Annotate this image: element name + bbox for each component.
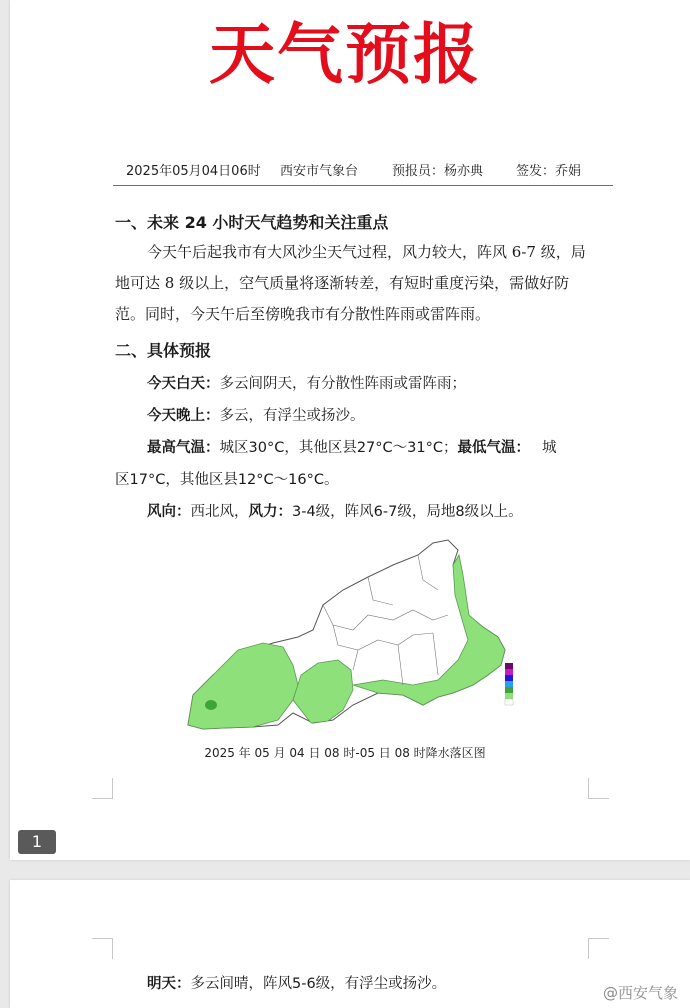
approver-name: 签发：乔娟	[516, 164, 582, 179]
wind-force-label: 风力：	[248, 504, 292, 520]
tomorrow-forecast	[147, 972, 446, 993]
corner-mark-br	[588, 778, 609, 799]
tonight-label: 今天晚上：	[147, 408, 220, 424]
today-day-text: 多云间阴天，有分散性阵雨或雷阵雨；	[219, 376, 466, 392]
today-day-label: 今天白天：	[147, 376, 220, 392]
tonight-forecast	[147, 404, 365, 425]
forecaster-name: 预报员：杨亦典	[392, 164, 484, 179]
section-heading-detail: 二、具体预报	[115, 341, 212, 360]
corner-mark-tl	[92, 938, 113, 959]
max-temp-text: 城区30°C，其他区县27°C～31°C；	[219, 440, 458, 456]
wind-force-text: 3-4级，阵风6-7级，局地8级以上。	[292, 504, 523, 520]
tonight-text: 多云，有浮尘或扬沙。	[219, 408, 365, 424]
min-temp-continuation: 区17°C，其他区县12°C～16°C。	[115, 472, 339, 488]
issue-meta-line	[118, 160, 612, 180]
wind-direction-label: 风向：	[147, 504, 191, 520]
weibo-watermark: @西安气象	[602, 984, 678, 1002]
header-rule	[113, 185, 613, 186]
wind-forecast	[147, 500, 523, 521]
section-trend-body: 今天午后起我市有大风沙尘天气过程，风力较大，阵风 6-7 级，局地可达 8 级以上，空气质量将逐渐转差，有短时重度污染，需做好防范。同时，今天午后至傍晚我市有分散性阵雨或雷阵雨。	[115, 243, 586, 323]
temperature-forecast	[147, 436, 556, 457]
corner-mark-tr	[588, 938, 609, 959]
document-title: 天气预报	[209, 16, 481, 93]
map-caption: 2025 年 05 月 04 日 08 时-05 日 08 时降水落区图	[204, 746, 486, 760]
map-legend	[505, 663, 513, 705]
map-precip-heavier-spot	[205, 700, 217, 710]
tomorrow-text: 多云间晴，阵风5-6级，有浮尘或扬沙。	[190, 976, 447, 992]
precipitation-map	[183, 535, 523, 735]
issue-datetime: 2025年05月04日06时	[126, 164, 261, 179]
min-temp-label: 最低气温：	[457, 440, 530, 456]
max-temp-label: 最高气温：	[147, 440, 220, 456]
page-number-badge: 1	[18, 830, 56, 854]
wind-direction-text: 西北风，	[190, 504, 249, 520]
corner-mark-bl	[92, 778, 113, 799]
section-heading-trend: 一、未来 24 小时天气趋势和关注重点	[115, 213, 389, 232]
issuer-name: 西安市气象台	[280, 164, 359, 179]
today-day-forecast	[147, 372, 466, 393]
min-temp-text-a: 城	[541, 440, 557, 456]
tomorrow-label: 明天：	[147, 976, 191, 992]
